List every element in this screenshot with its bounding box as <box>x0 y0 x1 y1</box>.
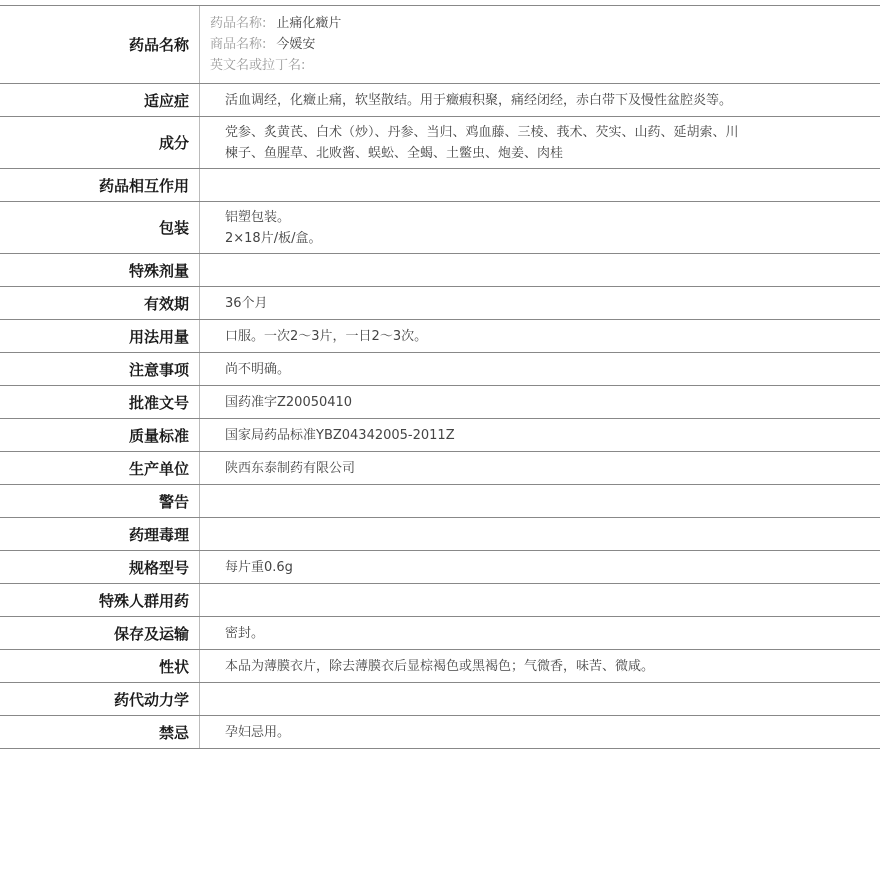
row-value-line: 楝子、鱼腥草、北败酱、蜈蚣、全蝎、土鳖虫、炮姜、肉桂 <box>225 145 564 161</box>
row-label: 药理毒理 <box>0 518 200 550</box>
table-row <box>0 518 880 551</box>
row-drug-names <box>0 6 880 84</box>
row-value-line: 陕西东泰制药有限公司 <box>225 460 356 476</box>
row-value-line: 孕妇忌用。 <box>225 724 291 740</box>
row-value-line: 尚不明确。 <box>225 361 291 377</box>
row-value-line: 2×18片/板/盒。 <box>225 230 322 246</box>
row-label: 药品相互作用 <box>0 169 200 201</box>
table-row <box>0 386 880 419</box>
row-label: 药代动力学 <box>0 683 200 715</box>
row-label: 适应症 <box>0 84 200 116</box>
row-value <box>200 485 880 517</box>
table-row <box>0 84 880 117</box>
row-value <box>200 169 880 201</box>
row-label: 生产单位 <box>0 452 200 484</box>
table-row <box>0 254 880 287</box>
row-value-line: 党参、炙黄芪、白术（炒）、丹参、当归、鸡血藤、三棱、莪术、芡实、山药、延胡索、川 <box>225 124 739 140</box>
row-value <box>200 386 880 418</box>
row-label: 有效期 <box>0 287 200 319</box>
table-row <box>0 353 880 386</box>
row-value <box>200 419 880 451</box>
table-row <box>0 117 880 169</box>
row-label: 规格型号 <box>0 551 200 583</box>
row-value-line: 口服。一次2～3片，一日2～3次。 <box>225 328 428 344</box>
table-row <box>0 485 880 518</box>
row-label: 包装 <box>0 202 200 253</box>
row-label: 保存及运输 <box>0 617 200 649</box>
row-value <box>200 617 880 649</box>
row-value <box>200 353 880 385</box>
row-value <box>200 452 880 484</box>
table-row <box>0 716 880 749</box>
table-row <box>0 551 880 584</box>
row-value-line: 密封。 <box>225 625 265 641</box>
row-value <box>200 683 880 715</box>
row-value-line: 36个月 <box>225 295 268 311</box>
row-label: 成分 <box>0 117 200 168</box>
row-value <box>200 518 880 550</box>
row-value <box>200 287 880 319</box>
table-row <box>0 617 880 650</box>
row-label: 禁忌 <box>0 716 200 748</box>
table-row <box>0 452 880 485</box>
info-rows <box>0 84 880 749</box>
row-label: 注意事项 <box>0 353 200 385</box>
row-value <box>200 254 880 286</box>
row-label: 特殊剂量 <box>0 254 200 286</box>
row-value-line: 国家局药品标准YBZ04342005-2011Z <box>225 427 455 443</box>
row-value <box>200 650 880 682</box>
row-label: 特殊人群用药 <box>0 584 200 616</box>
row-label: 警告 <box>0 485 200 517</box>
row-label: 药品名称 <box>0 6 200 83</box>
drug-info-table <box>0 5 880 749</box>
row-value <box>200 584 880 616</box>
trade-name-value: 今媛安 <box>276 37 316 52</box>
drug-name-value: 止痛化癥片 <box>276 16 342 31</box>
english-name-line <box>210 55 880 76</box>
row-value <box>200 551 880 583</box>
table-row <box>0 169 880 202</box>
row-label: 性状 <box>0 650 200 682</box>
drug-names-block <box>200 6 880 83</box>
table-row <box>0 320 880 353</box>
trade-name-key: 商品名称: <box>210 37 267 52</box>
row-value <box>200 320 880 352</box>
row-label: 质量标准 <box>0 419 200 451</box>
row-value-line: 铝塑包装。 <box>225 209 291 225</box>
table-row <box>0 584 880 617</box>
row-value <box>200 716 880 748</box>
table-row <box>0 419 880 452</box>
row-label: 用法用量 <box>0 320 200 352</box>
table-row <box>0 650 880 683</box>
english-name-key: 英文名或拉丁名: <box>210 58 306 73</box>
row-value-line: 国药准字Z20050410 <box>225 394 353 410</box>
trade-name-line <box>210 34 880 55</box>
row-value <box>200 202 880 253</box>
table-row <box>0 683 880 716</box>
table-row <box>0 202 880 254</box>
row-value-line: 活血调经，化癥止痛，软坚散结。用于癥瘕积聚，痛经闭经，赤白带下及慢性盆腔炎等。 <box>225 92 733 108</box>
row-value-line: 每片重0.6g <box>225 559 293 575</box>
row-label: 批准文号 <box>0 386 200 418</box>
drug-name-line <box>210 13 880 34</box>
row-value <box>200 117 880 168</box>
table-row <box>0 287 880 320</box>
row-value-line: 本品为薄膜衣片，除去薄膜衣后显棕褐色或黑褐色；气微香，味苦、微咸。 <box>225 658 655 674</box>
row-value <box>200 84 880 116</box>
drug-name-key: 药品名称: <box>210 16 267 31</box>
